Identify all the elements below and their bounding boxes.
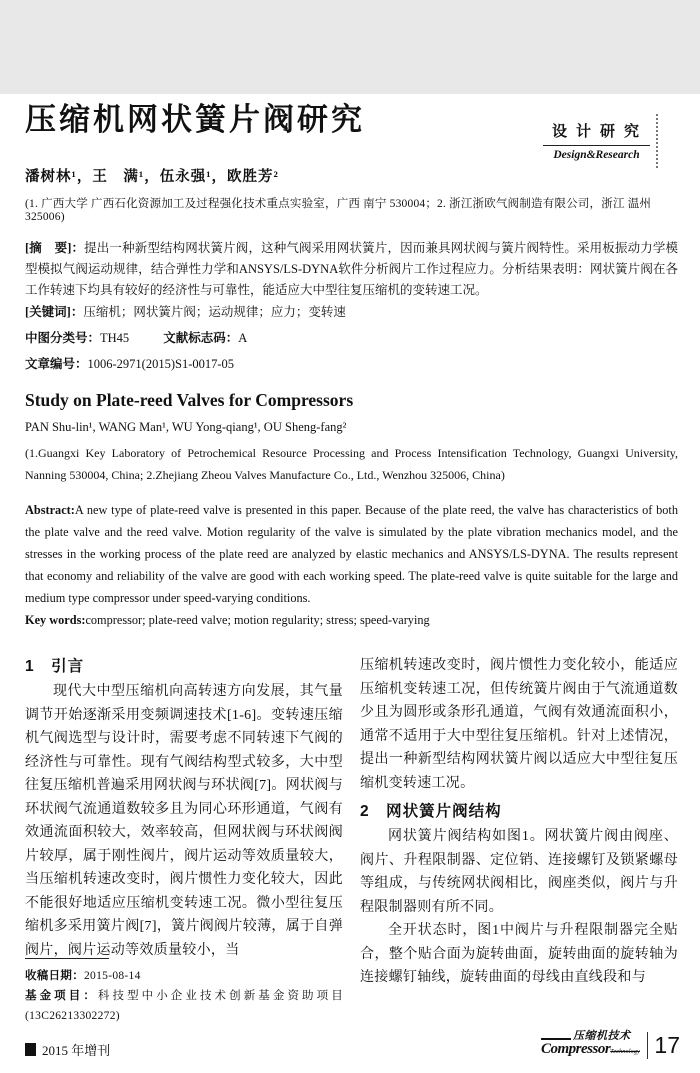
keywords-en [25,609,678,631]
doc-code-value: A [238,331,248,345]
body-columns [25,654,678,1022]
fund-label: 基金项目： [25,990,98,1002]
page-number: 17 [654,1032,680,1058]
section2-paragraph-2: 全开状态时，图1中阀片与升程限制器完全贴合，整个贴合面为旋转曲面，旋转曲面的旋转轴为连接螺钉轴线，旋转曲面的母线由直线段和与 [360,923,678,985]
clc-value: TH45 [100,331,130,345]
section1-paragraph: 现代大中型压缩机向高转速方向发展，其气量调节开始逐渐采用变频调速技术[1-6]。变转速压缩机气阀选型与设计时，需要考虑不同转速下气阀的经济性与可靠性。现有气阀结构型式较多，大中型往复压缩机普遍采用网状阀与环状阀[7]。网状阀与环状阀气流通道数较多且为同心环形通道，气阀有效通流面积较大，效率较高，但网状阀与环状阀阀片较厚，属于刚性阀片，阀片运动等效质量较大，当压缩机转速改变时，阀片惯性力变化较大，因此不能很好地适应压缩机变转速工况。微小型往复压缩机多采用簧片阀[7]，簧片阀阀片较薄，属于自弹阀片，阀片运动等效质量较小，当 [25,684,343,958]
abstract-cn-label: [摘 要]： [25,241,85,255]
paper-title: 压缩机网状簧片阀研究 [25,102,365,137]
page-number-divider [647,1032,649,1059]
article-id-value: 1006-2971(2015)S1-0017-05 [87,357,235,371]
logo-dash-icon [541,1038,571,1040]
authors-en: PAN Shu-lin¹, WANG Man¹, WU Yong-qiang¹, OU Sheng-fang² [25,420,347,434]
keywords-cn [25,302,678,323]
abstract-en-label: Abstract: [25,503,75,517]
abstract-en-text: A new type of plate-reed valve is presented in this paper. Because of the plate reed, the valve has characteristics of both the plate valve and the reed valve. Motion regularity of the valve is simulated by the plate vibration mechanics model, and the stresses in the working process of the plate reed are analyzed by elastic mechanics and ANSYS/LS-DYNA. The results represent that economy and reliability of the valve are good with each working speed. The plate-reed valve is quite suitable for the large and medium type compressor under speed-varying conditions. [25,503,678,605]
header-dotted-divider [656,114,658,168]
page-number-block [647,1032,680,1059]
keywords-en-text: compressor; plate-reed valve; motion regularity; stress; speed-varying [85,613,430,627]
abstract-cn [25,238,678,301]
section2-paragraph-1: 网状簧片阀结构如图1。网状簧片阀由阀座、阀片、升程限制器、定位销、连接螺钉及锁紧螺母等组成，与传统网状阀相比，阀座类似，阀片与升程限制器则有所不同。 [360,829,678,915]
journal-logo [541,1031,640,1059]
section-title-cn: 设计研究 [543,120,650,146]
page-footer [25,1031,680,1059]
article-id-line [25,354,678,375]
paper-title-en: Study on Plate-reed Valves for Compressors [25,390,354,410]
section-header [543,120,650,161]
clc-line [25,328,678,349]
keywords-cn-text: 压缩机；网状簧片阀；运动规律；应力；变转速 [83,305,346,319]
keywords-cn-label: [关键词]： [25,305,84,319]
article-id-label: 文章编号： [25,357,88,371]
issue-text: 2015 年增刊 [42,1043,111,1058]
doc-code-label: 文献标志码： [163,331,239,345]
fund-value: 科技型中小企业技术创新基金资助项目(13C26213302272) [25,990,343,1022]
fund-line [25,986,343,1026]
journal-name-en: CompressorTechnology [540,1041,640,1057]
affiliation-en: (1.Guangxi Key Laboratory of Petrochemical Resource Processing and Process Intensification Technology, Guangxi University, Nanning 530004, China; 2.Zhejiang Zheou Valves Manufacture Co., Ltd., Wenzhou 325006, China) [25,446,678,482]
affiliation-cn: (1. 广西大学 广西石化资源加工及过程强化技术重点实验室，广西 南宁 530004；2. 浙江浙欧气阀制造有限公司，浙江 温州 325006) [25,198,652,223]
abstract-en [25,499,678,609]
footnote-block [25,962,343,1026]
section1-paragraph-continued: 压缩机转速改变时，阀片惯性力变化较小，能适应压缩机变转速工况，但传统簧片阀由于气流通道数少且为圆形或条形孔通道，气阀有效通流面积小，通常不适用于大中型往复压缩机。针对上述情况，提出一种新型结构网状簧片阀以适应大中型往复压缩机变转速工况。 [360,658,678,791]
issue-label [25,1040,110,1059]
issue-marker-icon [25,1043,36,1056]
clc-label: 中图分类号： [25,331,101,345]
section-title-en: Design&Research [553,149,640,161]
authors-cn: 潘树林¹，王 满¹，伍永强¹，欧胜芳² [25,169,279,185]
received-date-line [25,966,343,986]
journal-name-en-sub: Technology [610,1048,640,1055]
journal-name-cn: 压缩机技术 [572,1030,631,1042]
keywords-en-label: Key words: [25,613,86,627]
section2-heading: 2 网状簧片阀结构 [360,803,502,820]
paper-page [0,94,700,1073]
right-column [360,654,678,1002]
received-date-value: 2015-08-14 [84,970,141,982]
left-column [25,654,343,1022]
section1-heading: 1 引言 [25,658,85,675]
journal-mark [541,1031,680,1059]
received-date-label: 收稿日期： [25,970,84,982]
abstract-cn-text: 提出一种新型结构网状簧片阀，这种气阀采用网状簧片，因而兼具网状阀与簧片阀特性。采用板振动力学模型模拟气阀运动规律，结合弹性力学和ANSYS/LS-DYNA软件分析阀片工作过程应力。分析结果表明：网状簧片阀在各工作转速下均具有较好的经济性与可靠性，能适应大中型往复压缩机的变转速工况。 [25,241,678,297]
